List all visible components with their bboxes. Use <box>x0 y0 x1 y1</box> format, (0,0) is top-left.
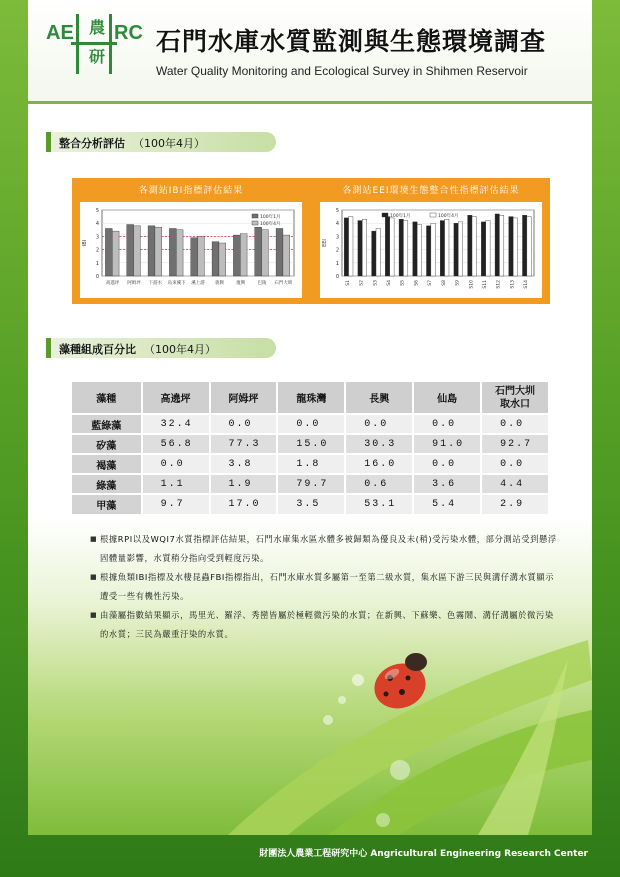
bar <box>385 217 389 276</box>
table-cell: 15.0 <box>277 434 345 454</box>
bar <box>486 221 490 276</box>
table-cell: 3.5 <box>277 494 345 514</box>
bar <box>240 234 247 276</box>
x-tick-label: S11 <box>483 280 488 289</box>
y-tick-label: 0 <box>95 274 99 280</box>
table-cell: 4.4 <box>481 474 549 494</box>
section-date: （100年4月） <box>144 343 216 356</box>
legend-swatch <box>430 213 436 217</box>
row-label: 褐藻 <box>72 454 142 474</box>
bar <box>169 228 176 276</box>
eei-chart-area <box>320 202 542 298</box>
section-title: 藻種組成百分比 <box>59 343 136 356</box>
table-row <box>72 454 549 474</box>
bar <box>390 218 394 276</box>
logo-rc: RC <box>114 22 143 44</box>
y-tick-label: 2 <box>95 247 99 254</box>
table-cell: 3.8 <box>210 454 278 474</box>
section-algae-composition <box>46 338 276 358</box>
x-tick-label: S14 <box>524 280 530 289</box>
table-cell: 0.0 <box>413 414 481 434</box>
x-tick-label: 復興 <box>236 281 246 286</box>
x-tick-label: 阿姆坪 <box>127 281 141 286</box>
table-cell: 2.9 <box>481 494 549 514</box>
y-axis-label: EEI <box>322 239 328 247</box>
bar <box>454 223 458 276</box>
table-cell: 53.1 <box>345 494 413 514</box>
bar <box>440 221 444 276</box>
table-cell: 79.7 <box>277 474 345 494</box>
leaf-decoration <box>28 620 592 835</box>
bar <box>358 221 362 276</box>
bar <box>112 231 119 276</box>
bar <box>127 225 134 276</box>
table-header-row <box>72 382 549 414</box>
table-cell: 1.1 <box>142 474 210 494</box>
bar <box>509 217 513 276</box>
bar <box>431 223 435 276</box>
x-tick-label: S9 <box>455 280 461 286</box>
table-cell: 1.9 <box>210 474 278 494</box>
aerc-logo <box>46 12 144 76</box>
bar <box>403 221 407 276</box>
bar <box>499 215 503 276</box>
x-tick-label: S3 <box>373 280 379 286</box>
section-title: 整合分析評估 <box>59 137 125 150</box>
table-cell: 0.0 <box>413 454 481 474</box>
table-cell: 16.0 <box>345 454 413 474</box>
table-row <box>72 434 549 454</box>
bar <box>481 222 485 276</box>
bar <box>148 226 155 276</box>
table-cell: 91.0 <box>413 434 481 454</box>
table-row <box>72 494 549 514</box>
y-tick-label: 1 <box>335 260 339 267</box>
note-item: ■ 根據魚類IBI指標及水棲昆蟲FBI指標指出，石門水庫水質多屬第一至第二級水質，集水區下游三民與溝仔溝水質顯示遭受一些有機性污染。 <box>90 568 560 606</box>
x-tick-label: 下游水 <box>148 281 163 286</box>
x-tick-label: S6 <box>414 280 420 286</box>
x-tick-label: S8 <box>441 280 447 286</box>
bar <box>105 228 112 276</box>
y-tick-label: 4 <box>95 221 99 228</box>
x-tick-label: S10 <box>469 280 475 289</box>
bar <box>472 217 476 276</box>
legend-swatch <box>252 214 258 218</box>
section-integrated-analysis <box>46 132 276 152</box>
col-header: 龍珠灣 <box>277 382 345 414</box>
table-cell: 3.6 <box>413 474 481 494</box>
bar <box>191 238 198 276</box>
col-header: 石門大圳 取水口 <box>481 382 549 414</box>
row-label: 甲藻 <box>72 494 142 514</box>
bar <box>495 214 499 276</box>
x-tick-label: S2 <box>359 280 365 286</box>
table-cell: 0.0 <box>277 414 345 434</box>
y-tick-label: 2 <box>335 247 339 254</box>
ibi-chart-svg <box>80 202 302 298</box>
bar <box>417 225 421 276</box>
logo-ae: AE <box>46 22 74 44</box>
logo-mark-bottom: 研 <box>88 47 105 66</box>
ibi-chart-area <box>80 202 302 298</box>
chart-panel <box>72 178 550 304</box>
y-tick-label: 1 <box>95 260 99 267</box>
bar <box>155 227 162 276</box>
legend-swatch <box>252 221 258 225</box>
header <box>28 0 592 104</box>
table-row <box>72 474 549 494</box>
note-item: ■ 由藻屬指數結果顯示，馬里光、羅浮、秀巒皆屬於極輕微污染的水質；在新興、下蘇樂、色霧鬧、溝仔溝屬於微污染的水質；三民為嚴重汙染的水質。 <box>90 606 560 644</box>
x-tick-label: S5 <box>400 280 406 286</box>
footer-credit: 財團法人農業工程研究中心 Angricultural Engineering Research Center <box>259 849 588 859</box>
table-cell: 56.8 <box>142 434 210 454</box>
bar <box>255 227 262 276</box>
legend-label: 100年1月 <box>260 215 281 220</box>
table-cell: 0.0 <box>481 454 549 474</box>
x-tick-label: S7 <box>428 280 434 286</box>
row-label: 藍綠藻 <box>72 414 142 434</box>
bar <box>458 222 462 276</box>
table-cell: 0.0 <box>481 414 549 434</box>
table-cell: 5.4 <box>413 494 481 514</box>
col-header: 高遶坪 <box>142 382 210 414</box>
x-tick-label: 義興 <box>214 281 224 286</box>
table-cell: 9.7 <box>142 494 210 514</box>
page-subtitle: Water Quality Monitoring and Ecological Survey in Shihmen Reservoir <box>156 64 528 78</box>
y-axis-label: IBI <box>82 239 88 247</box>
y-tick-label: 3 <box>95 234 99 241</box>
legend-label: 100年1月 <box>390 214 411 219</box>
y-tick-label: 5 <box>335 208 339 214</box>
table-cell: 77.3 <box>210 434 278 454</box>
x-tick-label: 石門大圳 <box>274 281 293 286</box>
table-cell: 0.0 <box>142 454 210 474</box>
ibi-chart <box>72 178 310 304</box>
bar <box>513 218 517 276</box>
section-date: （100年4月） <box>133 137 205 150</box>
bar <box>198 236 205 276</box>
plot-frame <box>342 210 534 276</box>
x-tick-label: 巴陵 <box>257 281 267 286</box>
bar <box>413 222 417 276</box>
bar <box>468 215 472 276</box>
y-tick-label: 4 <box>335 221 339 228</box>
row-label: 矽藻 <box>72 434 142 454</box>
x-tick-label: S13 <box>510 280 516 289</box>
table-cell: 0.0 <box>345 414 413 434</box>
bar <box>212 242 219 276</box>
x-tick-label: 溪上游 <box>191 281 205 286</box>
bar <box>399 219 403 276</box>
bar <box>176 230 183 276</box>
x-tick-label: S4 <box>387 280 392 286</box>
logo-mark-icon <box>76 14 112 74</box>
poster-page <box>28 0 592 835</box>
table-row <box>72 414 549 434</box>
table-cell: 1.8 <box>277 454 345 474</box>
table-cell: 0.0 <box>210 414 278 434</box>
algae-table <box>72 382 550 514</box>
bar <box>426 226 430 276</box>
y-tick-label: 3 <box>335 234 339 241</box>
bar <box>219 243 226 276</box>
note-item: ■ 根據RPI以及WQI7水質指標評估結果，石門水庫集水區水體多被歸類為優良及未(稍)受污染水體，部分測站受到懸浮固體量影響，水質稍分指向受到輕度污染。 <box>90 530 560 568</box>
bar <box>262 230 269 276</box>
bar <box>527 217 531 276</box>
table-cell: 17.0 <box>210 494 278 514</box>
x-tick-label: S1 <box>345 280 351 286</box>
table-cell: 30.3 <box>345 434 413 454</box>
bar <box>344 218 348 276</box>
x-tick-label: 烏來溪下 <box>167 281 186 286</box>
bar <box>276 228 283 276</box>
eei-chart-svg <box>320 202 542 298</box>
col-header: 仙島 <box>413 382 481 414</box>
x-tick-label: 高遶坪 <box>105 281 120 286</box>
bar <box>134 226 141 276</box>
bar <box>349 217 353 276</box>
table-cell: 32.4 <box>142 414 210 434</box>
page-title: 石門水庫水質監測與生態環境調查 <box>156 27 547 56</box>
ibi-chart-title: 各測站IBI指標評估結果 <box>138 186 244 196</box>
row-label: 綠藻 <box>72 474 142 494</box>
ladybug-icon <box>366 648 436 712</box>
logo-mark-top: 農 <box>88 18 105 37</box>
legend-label: 100年4月 <box>438 214 459 219</box>
table-cell: 0.6 <box>345 474 413 494</box>
eei-chart-title: 各測站EEI環境生態整合性指標評估結果 <box>342 186 520 196</box>
legend-label: 100年4月 <box>260 222 281 227</box>
bar <box>376 228 380 276</box>
col-header: 阿姆坪 <box>210 382 278 414</box>
eei-chart <box>312 178 550 304</box>
bar <box>362 219 366 276</box>
bar <box>372 231 376 276</box>
legend-swatch <box>382 213 388 217</box>
bar <box>283 235 290 276</box>
y-tick-label: 5 <box>95 208 99 214</box>
bar <box>522 215 526 276</box>
table-cell: 92.7 <box>481 434 549 454</box>
col-header: 藻種 <box>72 382 142 414</box>
bar <box>233 235 240 276</box>
y-tick-label: 0 <box>335 274 339 280</box>
col-header: 長興 <box>345 382 413 414</box>
x-tick-label: S12 <box>496 280 502 289</box>
bar <box>445 219 449 276</box>
